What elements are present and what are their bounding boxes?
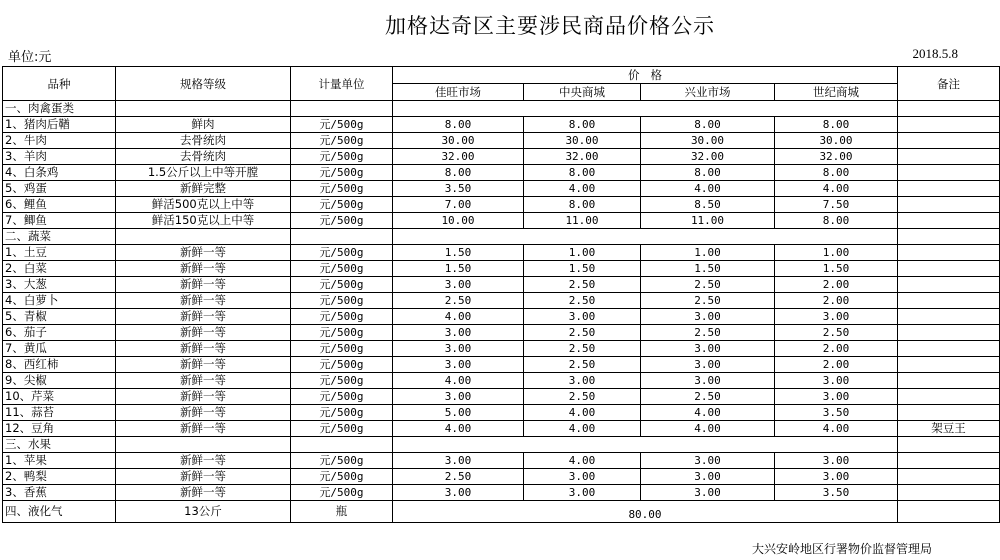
- item-unit: 元/500g: [291, 261, 393, 277]
- price-cell: 32.00: [393, 149, 524, 165]
- price-merged: 80.00: [393, 501, 898, 523]
- price-cell: 1.00: [775, 245, 898, 261]
- price-cell: 3.00: [775, 373, 898, 389]
- item-unit: 元/500g: [291, 277, 393, 293]
- price-cell: 3.00: [393, 341, 524, 357]
- price-cell: 3.00: [775, 389, 898, 405]
- item-unit: 元/500g: [291, 325, 393, 341]
- item-remark: [898, 293, 1000, 309]
- item-name: 2、牛肉: [3, 133, 116, 149]
- price-cell: 2.50: [393, 293, 524, 309]
- table-row: [3, 325, 1000, 341]
- price-cell: 5.00: [393, 405, 524, 421]
- price-cell: 2.50: [524, 341, 641, 357]
- price-cell: 1.50: [393, 261, 524, 277]
- item-spec: 1.5公斤以上中等开膛: [116, 165, 291, 181]
- date-label: 2018.5.8: [912, 46, 958, 61]
- price-cell: 2.50: [641, 325, 775, 341]
- item-unit: 元/500g: [291, 469, 393, 485]
- table-row: [3, 197, 1000, 213]
- item-remark: [898, 117, 1000, 133]
- price-cell: 4.00: [524, 421, 641, 437]
- price-cell: 32.00: [641, 149, 775, 165]
- table-row: [3, 245, 1000, 261]
- header-market-4: 世纪商城: [775, 84, 898, 101]
- item-remark: [898, 309, 1000, 325]
- item-unit: 元/500g: [291, 245, 393, 261]
- item-spec: 新鲜一等: [116, 357, 291, 373]
- item-remark: [898, 389, 1000, 405]
- price-cell: 2.50: [775, 325, 898, 341]
- price-cell: 2.50: [524, 357, 641, 373]
- price-cell: 32.00: [775, 149, 898, 165]
- price-cell: 1.00: [524, 245, 641, 261]
- price-cell: 3.00: [524, 309, 641, 325]
- table-row: [3, 389, 1000, 405]
- price-cell: 8.00: [524, 117, 641, 133]
- item-name: 3、大葱: [3, 277, 116, 293]
- table-row: [3, 405, 1000, 421]
- item-spec: 去骨统肉: [116, 149, 291, 165]
- price-cell: 8.00: [641, 117, 775, 133]
- item-unit: 元/500g: [291, 341, 393, 357]
- item-name: 7、黄瓜: [3, 341, 116, 357]
- empty-cell: [393, 437, 898, 453]
- price-cell: 10.00: [393, 213, 524, 229]
- header-unit: 计量单位: [291, 67, 393, 101]
- price-cell: 3.00: [393, 325, 524, 341]
- price-cell: 2.50: [641, 389, 775, 405]
- price-cell: 2.50: [524, 389, 641, 405]
- price-cell: 11.00: [524, 213, 641, 229]
- price-cell: 3.00: [524, 373, 641, 389]
- empty-cell: [898, 101, 1000, 117]
- item-unit: 元/500g: [291, 165, 393, 181]
- price-cell: 3.00: [393, 357, 524, 373]
- price-cell: 2.00: [775, 293, 898, 309]
- price-cell: 4.00: [393, 309, 524, 325]
- price-cell: 3.00: [641, 309, 775, 325]
- unit-label: 单位:元: [8, 50, 52, 65]
- price-cell: 3.00: [641, 453, 775, 469]
- price-cell: 3.00: [641, 469, 775, 485]
- item-name: 11、蒜苔: [3, 405, 116, 421]
- price-cell: 3.00: [641, 357, 775, 373]
- empty-cell: [116, 437, 291, 453]
- item-unit: 元/500g: [291, 389, 393, 405]
- table-row: [3, 277, 1000, 293]
- price-cell: 4.00: [524, 453, 641, 469]
- category-row: [3, 101, 1000, 117]
- price-cell: 4.00: [393, 373, 524, 389]
- price-cell: 3.00: [641, 373, 775, 389]
- item-unit: 元/500g: [291, 309, 393, 325]
- table-row: [3, 213, 1000, 229]
- price-cell: 3.00: [775, 453, 898, 469]
- header-market-3: 兴业市场: [641, 84, 775, 101]
- empty-cell: [291, 437, 393, 453]
- table-row: [3, 341, 1000, 357]
- item-spec: 新鲜一等: [116, 373, 291, 389]
- item-name: 2、鸭梨: [3, 469, 116, 485]
- item-name: 4、白条鸡: [3, 165, 116, 181]
- item-name: 9、尖椒: [3, 373, 116, 389]
- item-unit: 元/500g: [291, 421, 393, 437]
- item-remark: [898, 405, 1000, 421]
- category-row: [3, 437, 1000, 453]
- price-cell: 1.50: [524, 261, 641, 277]
- header-price: 价 格: [393, 67, 898, 84]
- table-row: [3, 293, 1000, 309]
- page-title: 加格达奇区主要涉民商品价格公示: [385, 14, 715, 38]
- table-row: [3, 149, 1000, 165]
- item-unit: 元/500g: [291, 149, 393, 165]
- item-spec: 新鲜一等: [116, 453, 291, 469]
- price-cell: 8.50: [641, 197, 775, 213]
- price-cell: 8.00: [524, 197, 641, 213]
- item-name: 4、白萝卜: [3, 293, 116, 309]
- price-cell: 3.00: [393, 453, 524, 469]
- item-spec: 新鲜一等: [116, 485, 291, 501]
- price-cell: 2.50: [641, 293, 775, 309]
- price-cell: 2.00: [775, 357, 898, 373]
- price-cell: 3.50: [775, 405, 898, 421]
- price-cell: 4.00: [524, 181, 641, 197]
- price-cell: 8.00: [524, 165, 641, 181]
- table-row: [3, 165, 1000, 181]
- item-unit: 元/500g: [291, 133, 393, 149]
- category-label: 三、水果: [3, 437, 116, 453]
- item-unit: 元/500g: [291, 453, 393, 469]
- price-cell: 4.00: [641, 181, 775, 197]
- item-remark: 架豆王: [898, 421, 1000, 437]
- item-name: 10、芹菜: [3, 389, 116, 405]
- empty-cell: [393, 101, 898, 117]
- price-cell: 2.50: [524, 277, 641, 293]
- item-spec: 鲜活500克以上中等: [116, 197, 291, 213]
- item-remark: [898, 325, 1000, 341]
- item-name: 3、香蕉: [3, 485, 116, 501]
- price-cell: 1.50: [641, 261, 775, 277]
- item-unit: 元/500g: [291, 213, 393, 229]
- item-name: 3、羊肉: [3, 149, 116, 165]
- item-remark: [898, 245, 1000, 261]
- item-spec: 新鲜一等: [116, 469, 291, 485]
- price-cell: 1.50: [775, 261, 898, 277]
- item-name: 2、白菜: [3, 261, 116, 277]
- price-cell: 4.00: [524, 405, 641, 421]
- price-cell: 3.00: [393, 389, 524, 405]
- price-cell: 1.50: [393, 245, 524, 261]
- item-name: 1、土豆: [3, 245, 116, 261]
- item-name: 四、液化气: [3, 501, 116, 523]
- price-cell: 2.50: [524, 293, 641, 309]
- item-name: 8、西红柿: [3, 357, 116, 373]
- item-unit: 元/500g: [291, 293, 393, 309]
- table-row: [3, 453, 1000, 469]
- table-row: [3, 469, 1000, 485]
- item-remark: [898, 453, 1000, 469]
- price-cell: 8.00: [775, 117, 898, 133]
- category-label: 二、蔬菜: [3, 229, 116, 245]
- price-cell: 3.00: [775, 309, 898, 325]
- item-remark: [898, 373, 1000, 389]
- empty-cell: [898, 437, 1000, 453]
- item-remark: [898, 341, 1000, 357]
- price-cell: 4.00: [641, 405, 775, 421]
- price-cell: 8.00: [775, 213, 898, 229]
- item-remark: [898, 165, 1000, 181]
- price-table: [2, 66, 1000, 523]
- item-remark: [898, 261, 1000, 277]
- item-remark: [898, 149, 1000, 165]
- item-name: 1、苹果: [3, 453, 116, 469]
- table-row: [3, 421, 1000, 437]
- item-name: 6、茄子: [3, 325, 116, 341]
- item-unit: 元/500g: [291, 181, 393, 197]
- price-cell: 8.00: [393, 165, 524, 181]
- table-row: [3, 133, 1000, 149]
- price-cell: 8.00: [775, 165, 898, 181]
- price-cell: 3.50: [393, 181, 524, 197]
- price-cell: 2.00: [775, 277, 898, 293]
- item-spec: 新鲜一等: [116, 245, 291, 261]
- item-spec: 新鲜一等: [116, 389, 291, 405]
- header-market-1: 佳旺市场: [393, 84, 524, 101]
- empty-cell: [116, 101, 291, 117]
- item-spec: 新鲜一等: [116, 325, 291, 341]
- price-cell: 30.00: [524, 133, 641, 149]
- price-cell: 4.00: [393, 421, 524, 437]
- table-row: [3, 501, 1000, 523]
- item-remark: [898, 133, 1000, 149]
- price-cell: 3.00: [641, 485, 775, 501]
- item-spec: 去骨统肉: [116, 133, 291, 149]
- price-cell: 3.00: [775, 469, 898, 485]
- item-spec: 新鲜一等: [116, 293, 291, 309]
- item-name: 7、鲫鱼: [3, 213, 116, 229]
- empty-cell: [291, 101, 393, 117]
- item-remark: [898, 197, 1000, 213]
- item-name: 5、鸡蛋: [3, 181, 116, 197]
- item-spec: 鲜肉: [116, 117, 291, 133]
- table-row: [3, 117, 1000, 133]
- price-cell: 30.00: [775, 133, 898, 149]
- table-row: [3, 373, 1000, 389]
- item-spec: 新鲜一等: [116, 421, 291, 437]
- header-market-2: 中央商城: [524, 84, 641, 101]
- price-cell: 3.00: [393, 485, 524, 501]
- price-cell: 3.00: [393, 277, 524, 293]
- item-remark: [898, 277, 1000, 293]
- item-remark: [898, 501, 1000, 523]
- price-cell: 3.50: [775, 485, 898, 501]
- empty-cell: [393, 229, 898, 245]
- item-name: 5、青椒: [3, 309, 116, 325]
- item-unit: 瓶: [291, 501, 393, 523]
- item-unit: 元/500g: [291, 197, 393, 213]
- item-spec: 新鲜一等: [116, 341, 291, 357]
- price-cell: 8.00: [393, 117, 524, 133]
- header-remark: 备注: [898, 67, 1000, 101]
- price-cell: 11.00: [641, 213, 775, 229]
- item-name: 12、豆角: [3, 421, 116, 437]
- price-cell: 30.00: [641, 133, 775, 149]
- item-remark: [898, 213, 1000, 229]
- item-name: 1、猪肉后鞧: [3, 117, 116, 133]
- item-remark: [898, 357, 1000, 373]
- header-row-1: [3, 67, 1000, 84]
- price-cell: 4.00: [641, 421, 775, 437]
- category-row: [3, 229, 1000, 245]
- table-row: [3, 485, 1000, 501]
- price-cell: 2.50: [641, 277, 775, 293]
- item-remark: [898, 469, 1000, 485]
- price-cell: 30.00: [393, 133, 524, 149]
- item-spec: 新鲜一等: [116, 309, 291, 325]
- item-spec: 新鲜一等: [116, 261, 291, 277]
- category-label: 一、肉禽蛋类: [3, 101, 116, 117]
- item-unit: 元/500g: [291, 357, 393, 373]
- price-cell: 7.00: [393, 197, 524, 213]
- table-row: [3, 181, 1000, 197]
- header-spec: 规格等级: [116, 67, 291, 101]
- price-cell: 2.50: [393, 469, 524, 485]
- item-spec: 新鲜一等: [116, 405, 291, 421]
- item-name: 6、鲤鱼: [3, 197, 116, 213]
- price-cell: 3.00: [641, 341, 775, 357]
- price-cell: 4.00: [775, 421, 898, 437]
- header-variety: 品种: [3, 67, 116, 101]
- price-cell: 3.00: [524, 485, 641, 501]
- price-cell: 4.00: [775, 181, 898, 197]
- item-spec: 新鲜完整: [116, 181, 291, 197]
- price-cell: 32.00: [524, 149, 641, 165]
- item-unit: 元/500g: [291, 117, 393, 133]
- table-row: [3, 309, 1000, 325]
- table-row: [3, 261, 1000, 277]
- item-unit: 元/500g: [291, 405, 393, 421]
- item-spec: 新鲜一等: [116, 277, 291, 293]
- price-cell: 2.50: [524, 325, 641, 341]
- price-cell: 3.00: [524, 469, 641, 485]
- item-spec: 鲜活150克以上中等: [116, 213, 291, 229]
- item-remark: [898, 485, 1000, 501]
- empty-cell: [291, 229, 393, 245]
- price-cell: 8.00: [641, 165, 775, 181]
- price-cell: 7.50: [775, 197, 898, 213]
- issuer-footer: 大兴安岭地区行署物价监督管理局: [751, 542, 932, 556]
- item-unit: 元/500g: [291, 485, 393, 501]
- item-unit: 元/500g: [291, 373, 393, 389]
- price-cell: 1.00: [641, 245, 775, 261]
- item-spec: 13公斤: [116, 501, 291, 523]
- price-cell: 2.00: [775, 341, 898, 357]
- empty-cell: [898, 229, 1000, 245]
- item-remark: [898, 181, 1000, 197]
- empty-cell: [116, 229, 291, 245]
- table-row: [3, 357, 1000, 373]
